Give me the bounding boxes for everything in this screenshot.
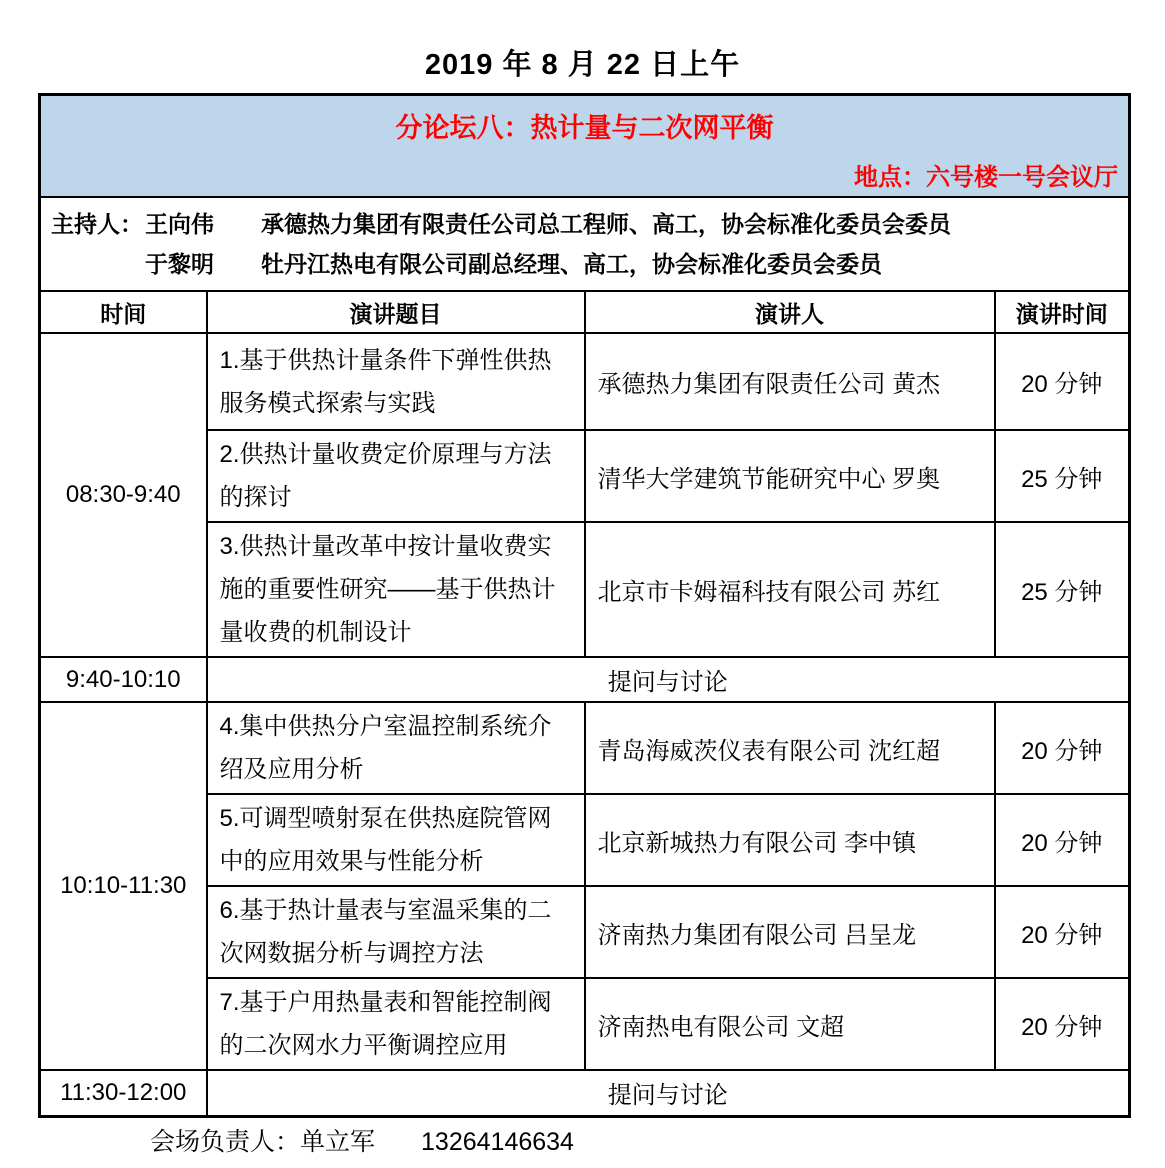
col-header-time: 时间 (40, 291, 207, 333)
host-name: 王向伟 (145, 211, 214, 237)
table-row (40, 702, 1130, 794)
col-header-title: 演讲题目 (207, 291, 585, 333)
talk-duration: 20 分钟 (995, 886, 1130, 978)
talk-speaker: 清华大学建筑节能研究中心 罗奥 (585, 430, 995, 522)
hosts-label: 主持人： (51, 211, 143, 237)
talk-speaker: 青岛海威茨仪表有限公司 沈红超 (585, 702, 995, 794)
talk-duration: 25 分钟 (995, 522, 1130, 657)
hosts-row (40, 197, 1130, 291)
host-title: 承德热力集团有限责任公司总工程师、高工，协会标准化委员会委员 (261, 211, 951, 237)
host-title: 牡丹江热电有限公司副总经理、高工，协会标准化委员会委员 (261, 251, 882, 277)
session-time: 08:30-9:40 (40, 333, 207, 657)
talk-title: 6.基于热计量表与室温采集的二次网数据分析与调控方法 (207, 886, 585, 978)
hosts-cell (40, 197, 1130, 291)
talk-duration: 20 分钟 (995, 978, 1130, 1070)
discussion-label: 提问与讨论 (207, 657, 1130, 702)
host-name: 于黎明 (145, 251, 214, 277)
talk-duration: 20 分钟 (995, 794, 1130, 886)
talk-title: 5.可调型喷射泵在供热庭院管网中的应用效果与性能分析 (207, 794, 585, 886)
table-row (40, 333, 1130, 430)
venue-manager-label: 会场负责人：单立军 (150, 1128, 376, 1156)
session-time: 10:10-11:30 (40, 702, 207, 1070)
footer (150, 1122, 574, 1158)
talk-title: 4.集中供热分户室温控制系统介绍及应用分析 (207, 702, 585, 794)
table-header-row (40, 291, 1130, 333)
session-time: 9:40-10:10 (40, 657, 207, 702)
talk-title: 2.供热计量收费定价原理与方法的探讨 (207, 430, 585, 522)
col-header-duration: 演讲时间 (995, 291, 1130, 333)
forum-location: 地点：六号楼一号会议厅 (854, 164, 1118, 191)
talk-duration: 20 分钟 (995, 333, 1130, 430)
talk-speaker: 承德热力集团有限责任公司 黄杰 (585, 333, 995, 430)
session-time: 11:30-12:00 (40, 1070, 207, 1116)
agenda-table (38, 93, 1131, 1118)
discussion-label: 提问与讨论 (207, 1070, 1130, 1116)
talk-duration: 25 分钟 (995, 430, 1130, 522)
talk-speaker: 济南热电有限公司 文超 (585, 978, 995, 1070)
talk-duration: 20 分钟 (995, 702, 1130, 794)
page-title: 2019 年 8 月 22 日上午 (424, 49, 741, 81)
discussion-row (40, 1070, 1130, 1116)
col-header-speaker: 演讲人 (585, 291, 995, 333)
talk-speaker: 济南热力集团有限公司 吕呈龙 (585, 886, 995, 978)
talk-speaker: 北京市卡姆福科技有限公司 苏红 (585, 522, 995, 657)
talk-speaker: 北京新城热力有限公司 李中镇 (585, 794, 995, 886)
host-line-1 (51, 204, 1118, 244)
forum-title: 分论坛八：热计量与二次网平衡 (395, 113, 774, 143)
talk-title: 7.基于户用热量表和智能控制阀的二次网水力平衡调控应用 (207, 978, 585, 1070)
forum-banner (40, 95, 1130, 198)
banner-row (40, 95, 1130, 198)
talk-title: 1.基于供热计量条件下弹性供热服务模式探索与实践 (207, 333, 585, 430)
talk-title: 3.供热计量改革中按计量收费实施的重要性研究——基于供热计量收费的机制设计 (207, 522, 585, 657)
discussion-row (40, 657, 1130, 702)
venue-manager-phone: 13264146634 (421, 1128, 574, 1156)
host-line-2 (51, 244, 1118, 284)
